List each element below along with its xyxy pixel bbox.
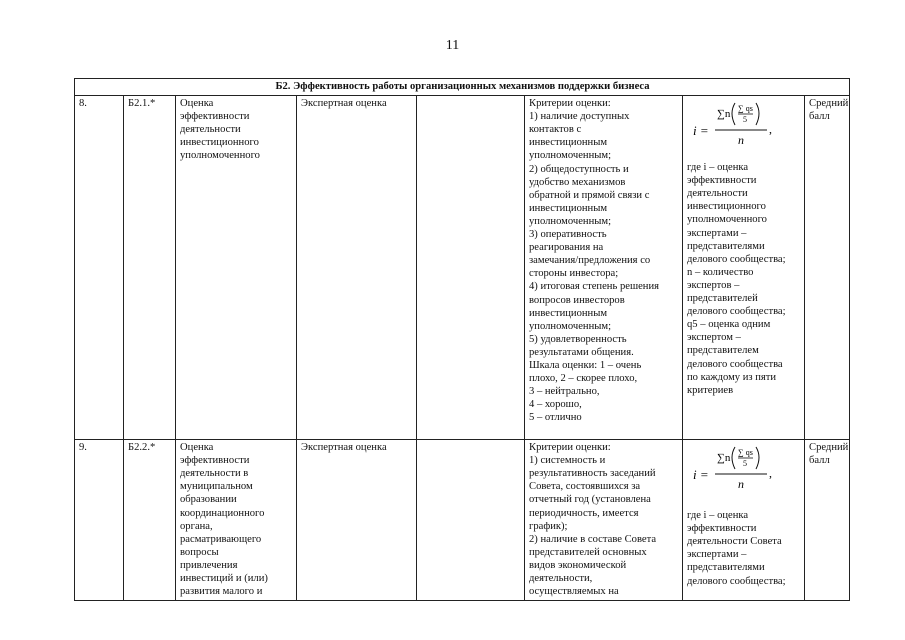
indicator-code: Б2.2.* [124, 440, 176, 601]
formula-denom-n: n [738, 133, 744, 148]
formula-description: где i – оценка эффективности деятельности инвестиционного уполномоченного экспертами – представителями делового сообщества; n – количество экспертов – представителей делового сообщества; q5 – оценка одним экспертом – представителем делового сообщества по каждому из пяти критериев [687, 162, 786, 396]
formula-description: где i – оценка эффективности деятельности Совета экспертами – представителями делового сообщества; [687, 510, 786, 587]
formula-image [687, 99, 801, 157]
table-row [75, 440, 850, 601]
formula-cell [683, 96, 805, 440]
formula-tail: , [769, 466, 772, 481]
empty-cell [417, 96, 525, 440]
formula-lhs: i = [693, 123, 709, 139]
formula-sum-s: ∑ qs [738, 448, 753, 458]
page-number: 11 [445, 38, 460, 53]
formula-sum-n: ∑n [717, 108, 731, 121]
formula-cell [683, 440, 805, 601]
formula-denom-s: 5 [743, 115, 747, 125]
formula-tail: , [769, 122, 772, 137]
table-row [75, 96, 850, 440]
unit-cell: Средний балл [805, 96, 850, 440]
formula-denom-n: n [738, 477, 744, 492]
section-title: Б2. Эффективность работы организационных механизмов поддержки бизнеса [75, 79, 850, 96]
formula [687, 443, 801, 499]
formula-sum-n: ∑n [717, 452, 731, 465]
formula-sum-s: ∑ qs [738, 104, 753, 114]
formula-image [687, 443, 801, 501]
indicator-name: Оценка эффективности деятельности в муниципальном образовании координационного органа, расматривающего вопросы привлечения инвестиций и (или) развития малого и [176, 440, 297, 601]
empty-cell [417, 440, 525, 601]
row-number: 9. [75, 440, 124, 601]
formula-denom-s: 5 [743, 459, 747, 469]
unit-cell: Средний балл [805, 440, 850, 601]
indicator-code: Б2.1.* [124, 96, 176, 440]
indicators-table [74, 78, 850, 601]
section-header-row [75, 79, 850, 96]
data-source: Экспертная оценка [297, 440, 417, 601]
evaluation-criteria: Критерии оценки: 1) наличие доступных контактов с инвестиционным уполномоченным; 2) общедоступность и удобство механизмов обратной и прямой связи с инвестиционным уполномоченным; 3) оперативность реагирования на замечания/предложения со стороны инвестора; 4) итоговая степень решения вопросов инвесторов инвестиционным уполномоченным; 5) удовлетворенность результатами общения. Шкала оценки: 1 – очень плохо, 2 – скорее плохо, 3 – нейтрально, 4 – хорошо, 5 – отлично [525, 96, 683, 440]
row-number: 8. [75, 96, 124, 440]
indicator-name: Оценка эффективности деятельности инвестиционного уполномоченного [176, 96, 297, 440]
formula-lhs: i = [693, 467, 709, 483]
evaluation-criteria: Критерии оценки: 1) системность и результативность заседаний Совета, состоявшихся за отчетный год (установлена периодичность, имеется график); 2) наличие в составе Совета представителей основных видов экономической деятельности, осуществляемых на [525, 440, 683, 601]
data-source: Экспертная оценка [297, 96, 417, 440]
formula [687, 99, 801, 155]
